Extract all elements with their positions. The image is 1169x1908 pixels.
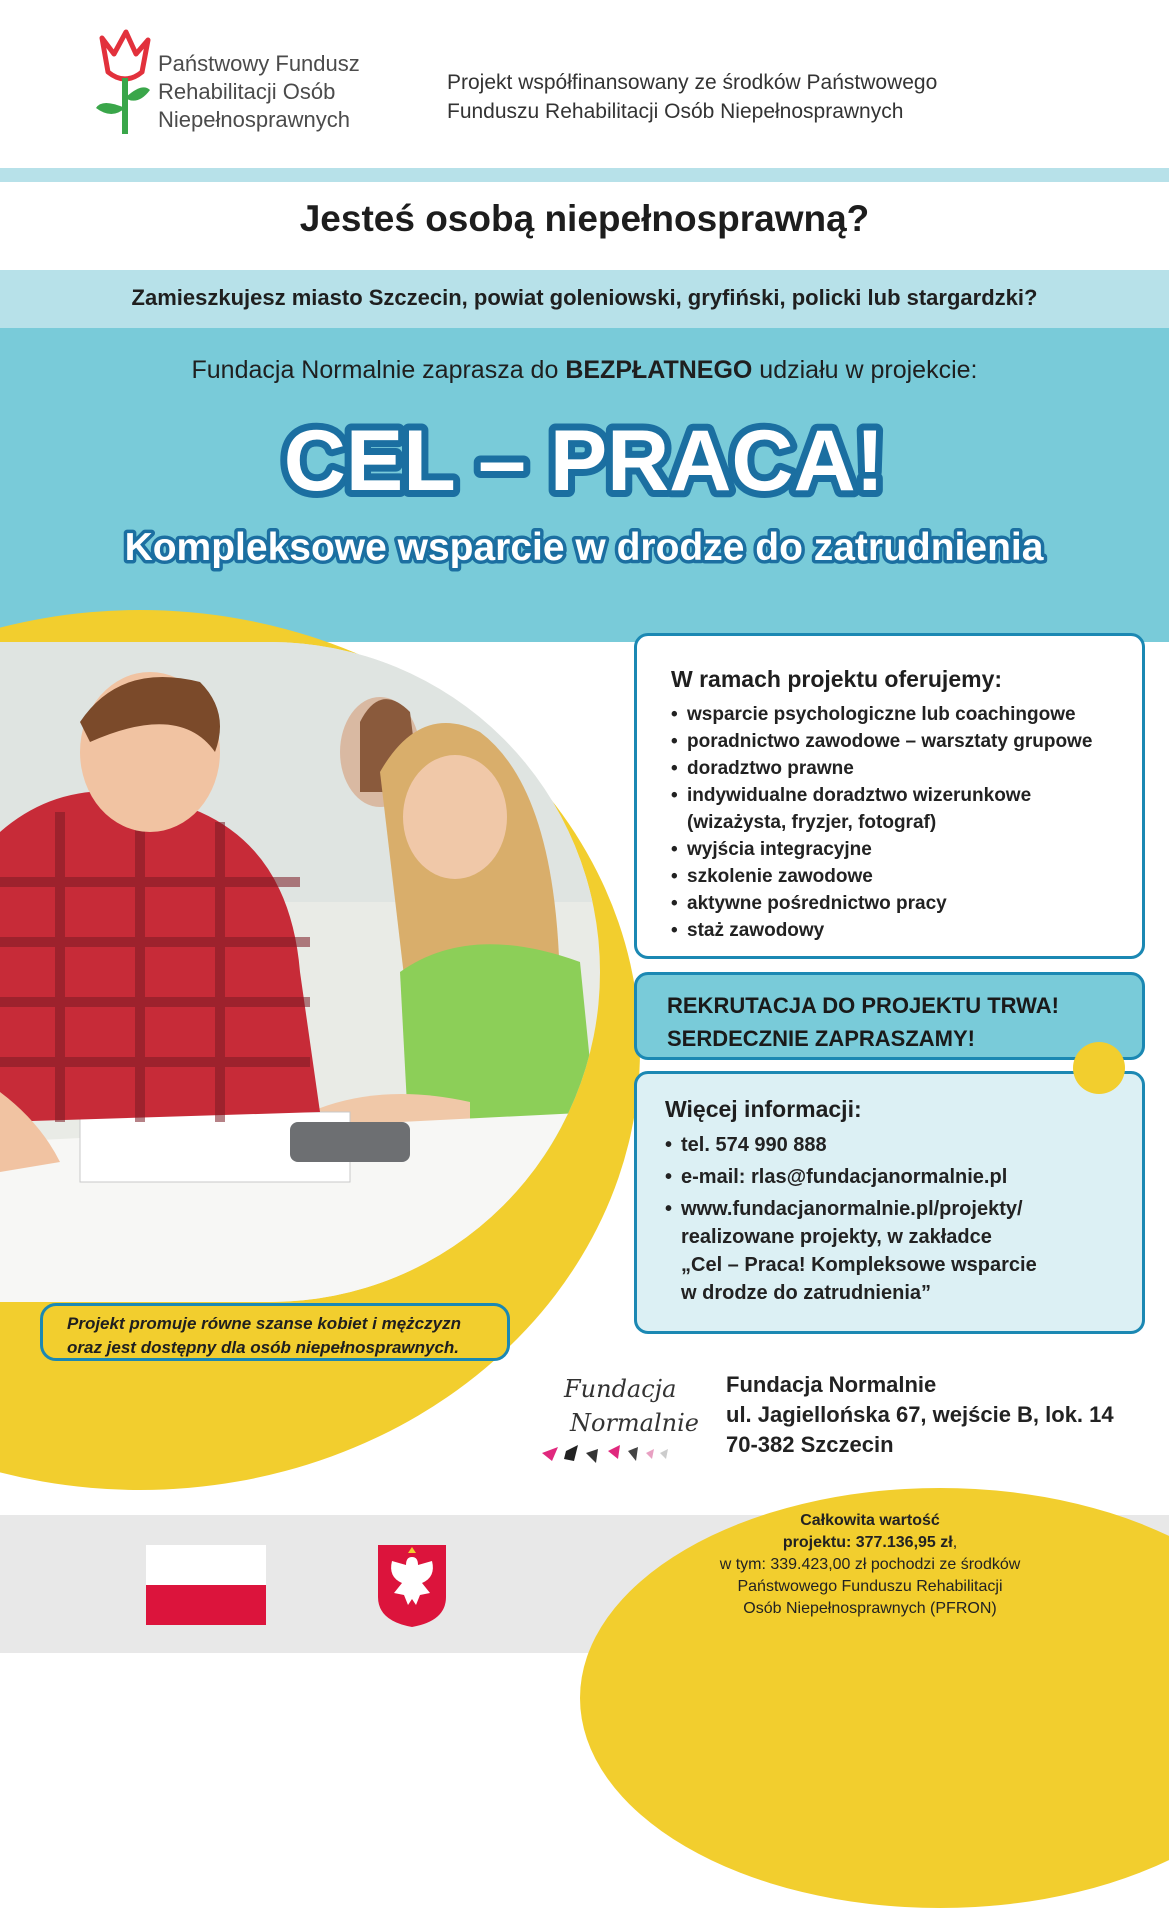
info-heading: Więcej informacji: — [665, 1096, 862, 1122]
pfron-name-line: Niepełnosprawnych — [158, 107, 350, 132]
value-line: Osób Niepełnosprawnych (PFRON) — [743, 1600, 997, 1617]
info-email[interactable]: • e-mail: rlas@fundacjanormalnie.pl — [665, 1163, 1142, 1191]
value-line: Całkowita wartość — [800, 1512, 940, 1529]
recruitment-box — [634, 972, 1145, 1060]
value-line: Państwowego Funduszu Rehabilitacji — [737, 1578, 1003, 1595]
offer-item: • wsparcie psychologiczne lub coachingowe — [671, 701, 1132, 728]
value-line: w tym: 339.423,00 zł pochodzi ze środków — [719, 1556, 1021, 1573]
cofinance-line: Funduszu Rehabilitacji Osób Niepełnosprawnych — [447, 100, 904, 123]
polish-eagle-emblem — [376, 1543, 448, 1629]
project-subtitle: Kompleksowe wsparcie w drodze do zatrudnienia — [124, 526, 1044, 569]
info-list — [665, 1131, 1142, 1307]
pfron-name — [158, 50, 360, 134]
header-divider — [0, 168, 1169, 182]
cofinance-line: Projekt współfinansowany ze środków Państwowego — [447, 71, 938, 94]
project-value — [690, 1510, 1050, 1620]
project-title: CEL – PRACA! — [283, 413, 885, 509]
offer-item: • szkolenie zawodowe — [671, 863, 1132, 890]
offer-item: • aktywne pośrednictwo pracy — [671, 890, 1132, 917]
cofinance-note — [447, 68, 937, 126]
headline: Jesteś osobą niepełnosprawną? — [299, 198, 870, 239]
recruit-line: SERDECZNIE ZAPRASZAMY! — [667, 1026, 976, 1051]
fund-logo-line: Normalnie — [570, 1409, 699, 1437]
info-box — [634, 1071, 1145, 1334]
foundation-address — [726, 1370, 1114, 1460]
invite-pre: Fundacja Normalnie zaprasza do — [191, 356, 566, 384]
address-line: 70-382 Szczecin — [726, 1432, 894, 1457]
project-title-block — [0, 400, 1169, 580]
equal-note-line: oraz jest dostępny dla osób niepełnosprawnych. — [67, 1338, 460, 1357]
value-line-2 — [690, 1532, 1050, 1554]
offer-heading: W ramach projektu oferujemy: — [671, 666, 1003, 692]
pfron-name-line: Państwowy Fundusz — [158, 51, 360, 76]
offer-item: • poradnictwo zawodowe – warsztaty grupowe — [671, 728, 1132, 755]
address-line: Fundacja Normalnie — [726, 1372, 937, 1397]
fundacja-normalnie-logo — [540, 1365, 700, 1480]
offer-list — [671, 701, 1132, 944]
subheadline: Zamieszkujesz miasto Szczecin, powiat goleniowski, gryfiński, policki lub stargardzki? — [131, 285, 1038, 310]
offer-item: • indywidualne doradztwo wizerunkowe (wizażysta, fryzjer, fotograf) — [671, 782, 1132, 836]
recruit-line: REKRUTACJA DO PROJEKTU TRWA! — [667, 993, 1059, 1018]
info-website[interactable]: • www.fundacjanormalnie.pl/projekty/ realizowane projekty, w zakładce „Cel – Praca! Kompleksowe wsparcie w drodze do zatrudnienia” — [665, 1195, 1142, 1307]
equal-note-line: Projekt promuje równe szanse kobiet i mężczyzn — [67, 1314, 461, 1333]
invite-post: udziału w projekcie: — [752, 356, 978, 384]
offer-item: • staż zawodowy — [671, 917, 1132, 944]
equal-opportunity-note — [40, 1303, 510, 1361]
address-line: ul. Jagiellońska 67, wejście B, lok. 14 — [726, 1402, 1114, 1427]
offer-box — [634, 633, 1145, 959]
polish-flag — [146, 1545, 266, 1625]
birds-icon — [542, 1445, 668, 1463]
yellow-dot-decor — [1073, 1042, 1125, 1094]
fund-logo-line: Fundacja — [564, 1375, 677, 1403]
value-amount: projektu: 377.136,95 zł — [782, 1534, 953, 1551]
invite-bold: BEZPŁATNEGO — [565, 356, 753, 384]
value-comma: , — [952, 1534, 958, 1551]
invite-text — [0, 356, 1169, 385]
offer-item: • wyjścia integracyjne — [671, 836, 1132, 863]
info-phone[interactable]: • tel. 574 990 888 — [665, 1131, 1142, 1159]
pfron-name-line: Rehabilitacji Osób — [158, 79, 336, 104]
offer-item: • doradztwo prawne — [671, 755, 1132, 782]
